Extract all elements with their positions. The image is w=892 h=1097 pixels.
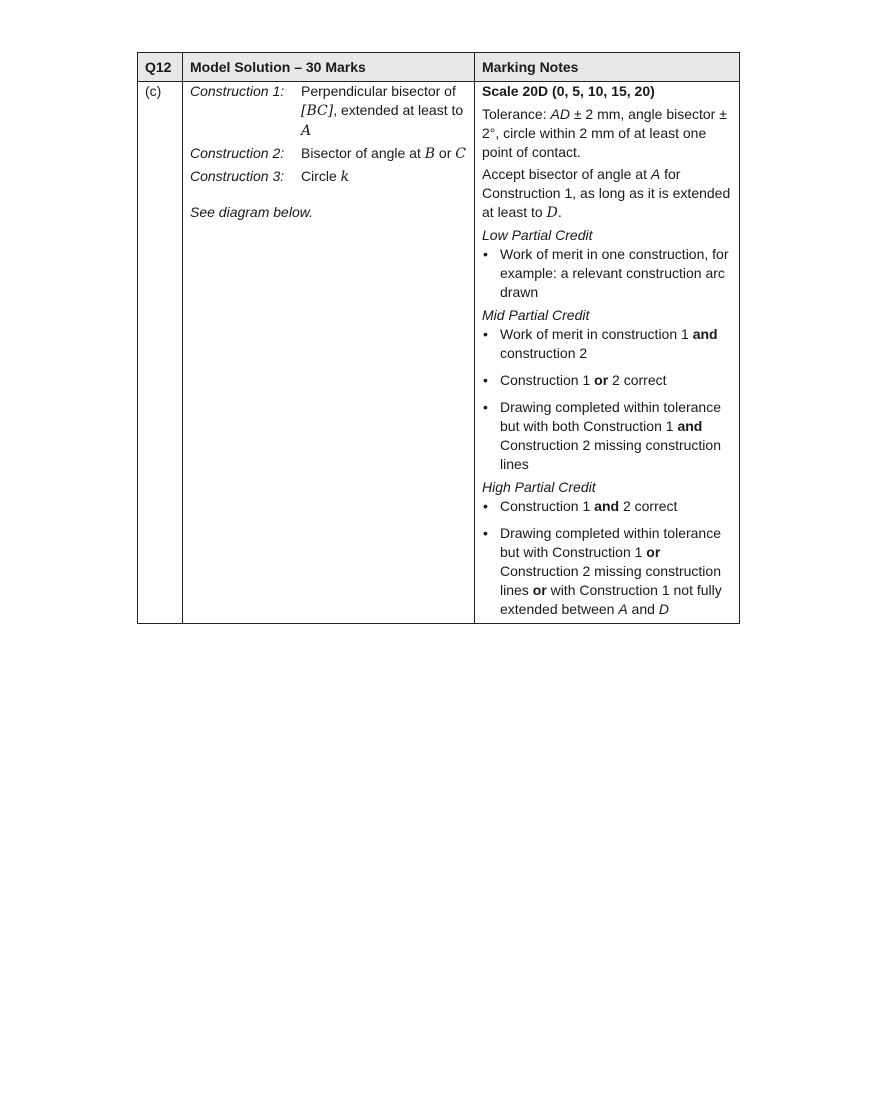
item-text: Construction 1 [500,498,595,514]
accept-text-end: . [557,204,562,220]
scale-heading: Scale 20D (0, 5, 10, 15, 20) [482,83,655,99]
point-c: C [455,146,466,162]
accept-text: Accept bisector of angle at [482,166,651,182]
tolerance-note [482,105,732,162]
item-text: 2 correct [619,498,678,514]
table-header-row [138,53,740,82]
construction-3 [190,167,467,187]
item-point-a: A [618,601,628,617]
see-diagram-note: See diagram below. [190,204,313,220]
item-text: Construction 2 missing construction lines [500,437,721,472]
construction-2-description [301,144,467,164]
item-text: Work of merit in construction 1 [500,326,693,342]
item-text: Drawing completed within tolerance but with both Construction 1 [500,399,721,434]
list-item [482,371,732,390]
list-item [482,497,732,516]
accept-text-2: for Construction 1, as long as it is extended at least to [482,166,731,220]
construction-3-text: Circle [301,168,341,184]
item-text: Construction 2 missing construction lines [500,563,721,598]
point-b: B [424,146,436,162]
part-label: (c) [138,82,183,624]
accept-point-a: A [650,166,661,182]
item-bold: or [594,372,609,388]
item-text: and [627,601,659,617]
marking-scheme-table [137,52,740,624]
item-text: with Construction 1 not fully extended between [500,582,722,617]
list-item [482,524,732,619]
item-text: 2 correct [608,372,667,388]
segment-ad: AD [550,106,570,122]
item-text: construction 2 [500,345,588,361]
item-bold: and [594,498,620,514]
item-bold: or [646,544,661,560]
item-text: Drawing completed within tolerance but with Construction 1 [500,525,721,560]
list-item [482,325,732,363]
accept-note [482,165,732,223]
construction-1-text: Perpendicular bisector of [301,83,456,99]
model-solution-header: Model Solution – 30 Marks [183,53,475,82]
tolerance-text: ± 2 mm, angle bisector ± 2°, circle within 2 mm of at least one point of contact. [482,106,727,160]
question-number-header: Q12 [138,53,183,82]
item-bold: and [677,418,703,434]
model-solution-cell [183,82,475,624]
item-bold: and [692,326,718,342]
item-point-d: D [658,601,669,617]
construction-1 [190,82,467,141]
construction-1-text-2: , extended at least to [333,102,464,118]
construction-2 [190,144,467,164]
point-a: A [301,123,312,139]
accept-point-d: D [546,205,558,221]
item-text: Construction 1 [500,372,595,388]
item-bold: or [532,582,547,598]
low-partial-credit-list [482,245,732,302]
marking-notes-cell [475,82,740,624]
mid-partial-credit-title: Mid Partial Credit [482,307,590,323]
construction-1-label: Construction 1: [190,83,285,99]
list-item [482,398,732,474]
low-partial-credit-title: Low Partial Credit [482,227,593,243]
construction-3-description [301,167,467,187]
mid-partial-credit-list [482,325,732,474]
construction-1-description [301,82,467,141]
construction-2-label: Construction 2: [190,145,285,161]
segment-bc: [BC] [301,103,334,119]
construction-3-label: Construction 3: [190,168,285,184]
list-item: • Work of merit in one construction, for example: a relevant construction arc drawn [482,245,732,302]
table-row [138,82,740,624]
circle-k: k [340,169,350,185]
high-partial-credit-list [482,497,732,619]
high-partial-credit-title: High Partial Credit [482,479,596,495]
tolerance-label: Tolerance: [482,106,551,122]
construction-2-text-2: or [435,145,456,161]
construction-2-text: Bisector of angle at [301,145,425,161]
marking-notes-header: Marking Notes [475,53,740,82]
